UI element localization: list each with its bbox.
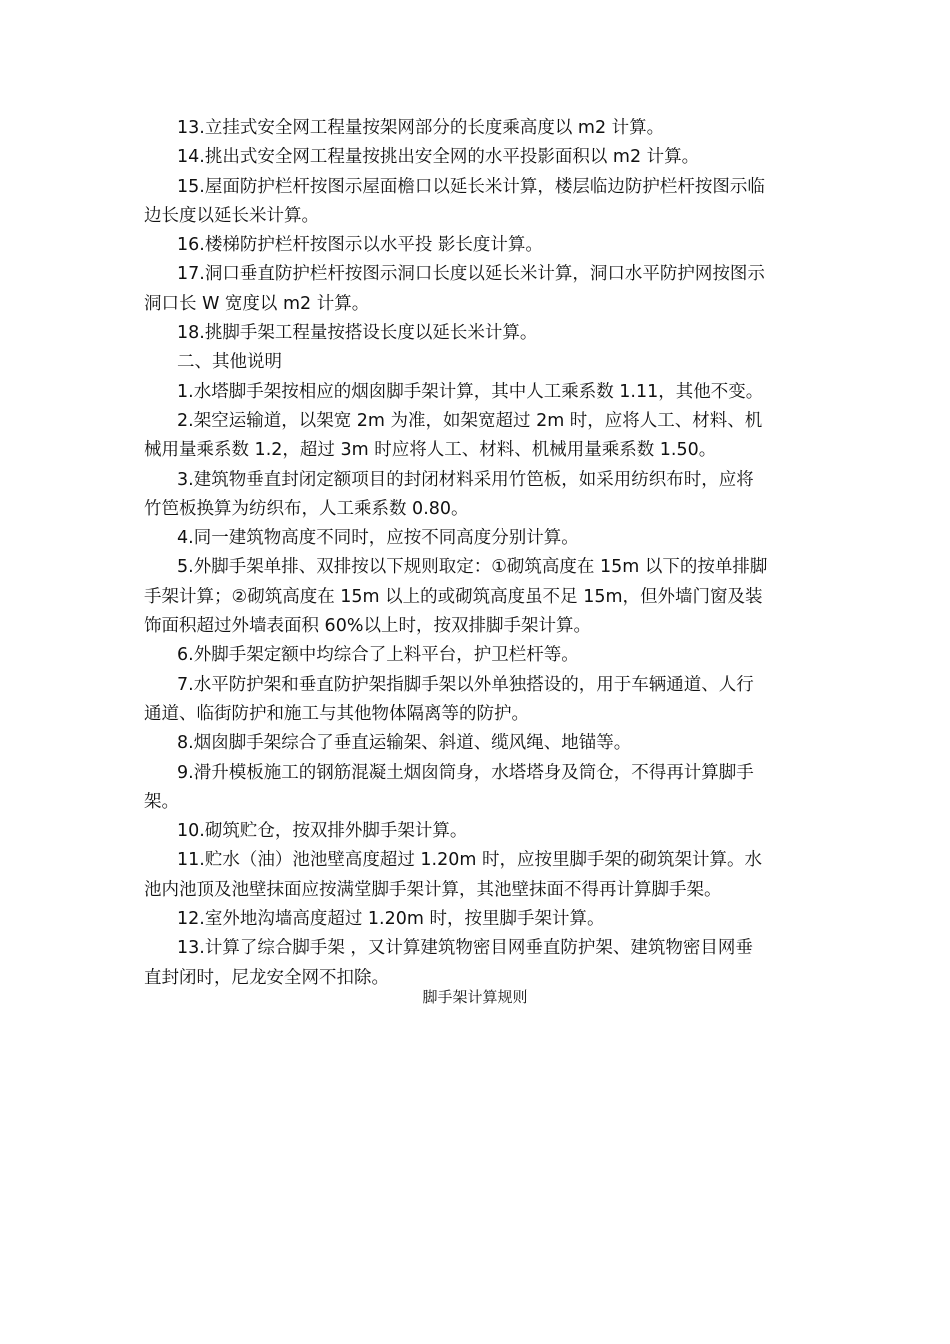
- paragraph: [144, 641, 812, 670]
- paragraph: [144, 524, 812, 553]
- paragraph-line: 4.同一建筑物高度不同时，应按不同高度分别计算。: [177, 528, 579, 549]
- paragraph-line: 14.挑出式安全网工程量按挑出安全网的水平投影面积以 m2 计算。: [177, 147, 700, 168]
- paragraph-line: 6.外脚手架定额中均综合了上料平台，护卫栏杆等。: [177, 645, 579, 666]
- paragraph-line: 直封闭时，尼龙安全网不扣除。: [144, 967, 389, 988]
- paragraph: [144, 143, 812, 172]
- paragraph-line: 9.滑升模板施工的钢筋混凝土烟囱筒身，水塔塔身及筒仓，不得再计算脚手: [177, 762, 754, 783]
- paragraph-line: 洞口长 W 宽度以 m2 计算。: [144, 293, 370, 314]
- paragraph: [144, 553, 812, 641]
- paragraph-line: 15.屋面防护栏杆按图示屋面檐口以延长米计算，楼层临边防护栏杆按图示临: [177, 176, 765, 197]
- paragraph-line: 11.贮水（油）池池壁高度超过 1.20m 时，应按里脚手架的砌筑架计算。水: [177, 850, 762, 871]
- paragraph: [144, 759, 812, 818]
- paragraph: [144, 378, 812, 407]
- paragraph: [144, 114, 812, 143]
- paragraph-line: 手架计算；②砌筑高度在 15m 以上的或砌筑高度虽不足 15m，但外墙门窗及装: [144, 586, 763, 607]
- paragraph-line: 13.立挂式安全网工程量按架网部分的长度乘高度以 m2 计算。: [177, 118, 665, 138]
- paragraph-line: 械用量乘系数 1.2，超过 3m 时应将人工、材料、机械用量乘系数 1.50。: [144, 440, 717, 461]
- paragraph-line: 边长度以延长米计算。: [144, 205, 319, 226]
- paragraph-line: 18.挑脚手架工程量按搭设长度以延长米计算。: [177, 323, 538, 344]
- paragraph-line: 竹笆板换算为纺织布，人工乘系数 0.80。: [144, 498, 469, 519]
- paragraph-line: 16.楼梯防护栏杆按图示以水平投 影长度计算。: [177, 235, 543, 256]
- paragraph-line: 2.架空运输道，以架宽 2m 为准，如架宽超过 2m 时，应将人工、材料、机: [177, 410, 763, 431]
- paragraph: [144, 348, 812, 377]
- paragraph-line: 二、其他说明: [177, 352, 282, 373]
- paragraph: [144, 319, 812, 348]
- paragraph-line: 5.外脚手架单排、双排按以下规则取定：①砌筑高度在 15m 以下的按单排脚: [177, 557, 768, 578]
- document-footer-title: 脚手架计算规则: [422, 988, 528, 1006]
- paragraph: [144, 846, 812, 905]
- paragraph: [144, 466, 812, 525]
- paragraph: [144, 260, 812, 319]
- document-body: [144, 114, 812, 993]
- paragraph-line: 1.水塔脚手架按相应的烟囱脚手架计算，其中人工乘系数 1.11，其他不变。: [177, 381, 764, 402]
- paragraph: [144, 231, 812, 260]
- paragraph: [144, 905, 812, 934]
- paragraph-line: 7.水平防护架和垂直防护架指脚手架以外单独搭设的，用于车辆通道、人行: [177, 674, 754, 695]
- paragraph-line: 12.室外地沟墙高度超过 1.20m 时，按里脚手架计算。: [177, 909, 605, 930]
- paragraph: [144, 817, 812, 846]
- paragraph: [144, 729, 812, 758]
- paragraph-line: 17.洞口垂直防护栏杆按图示洞口长度以延长米计算，洞口水平防护网按图示: [177, 264, 765, 285]
- paragraph-line: 8.烟囱脚手架综合了垂直运输架、斜道、缆风绳、地锚等。: [177, 733, 632, 754]
- paragraph: [144, 934, 812, 993]
- paragraph-line: 13.计算了综合脚手架 ，又计算建筑物密目网垂直防护架、建筑物密目网垂: [177, 938, 753, 959]
- paragraph-line: 通道、临街防护和施工与其他物体隔离等的防护。: [144, 703, 529, 724]
- paragraph: [144, 173, 812, 232]
- paragraph: [144, 671, 812, 730]
- paragraph-line: 池内池顶及池壁抹面应按满堂脚手架计算，其池壁抹面不得再计算脚手架。: [144, 879, 722, 900]
- paragraph: [144, 407, 812, 466]
- paragraph-line: 10.砌筑贮仓，按双排外脚手架计算。: [177, 821, 468, 842]
- paragraph-line: 饰面积超过外墙表面积 60%以上时，按双排脚手架计算。: [144, 616, 591, 637]
- paragraph-line: 3.建筑物垂直封闭定额项目的封闭材料采用竹笆板，如采用纺织布时，应将: [177, 469, 754, 490]
- paragraph-line: 架。: [144, 791, 179, 812]
